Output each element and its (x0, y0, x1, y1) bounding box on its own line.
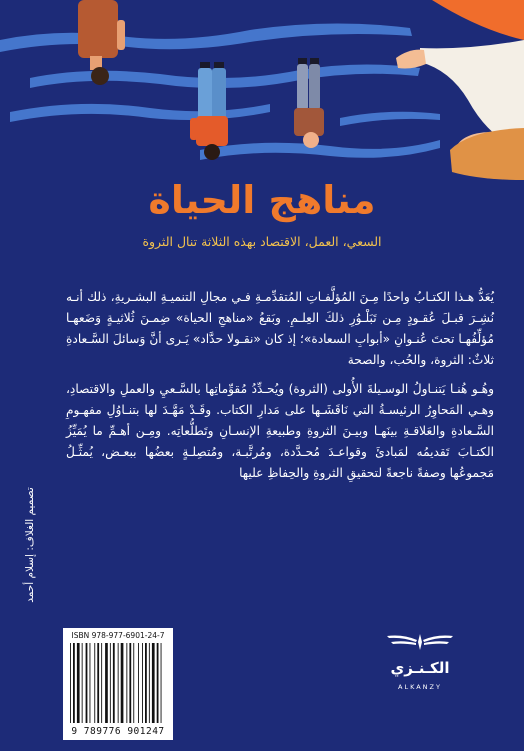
publisher-name-english: ALKANZY (398, 683, 442, 691)
barcode-bar (145, 643, 147, 723)
barcode-bar (118, 643, 119, 723)
barcode-bar (129, 643, 131, 723)
barcode-bar (94, 643, 95, 723)
barcode-bar (77, 643, 80, 723)
description-paragraph-1: يُعَدُّ هـذا الكتـابُ واحدًا مِـنَ المُؤلَّفـاتِ المُتقدِّمـةِ فـي مجالِ التنميـةِ البشـريةِ، ذلك أنـه نُشِـرَ قبـلَ عُقـودٍ مِـن تَبَلْـوُرِ ذلكَ العِلـمِ. وبَقعُ «مناهجِ الحياة» ضِمـنَ ثُلاثيـةٍ وَضَعهـا مُؤلِّفُهـا تحتَ عُنـوانِ «أبوابِ السعادة»؛ إذ كان «نقـولا حدَّاد» يَـرى أنَّ وَسائلَ السَّـعادةِ ثلاثٌ: الثروة، والحُب، والصحة (66, 290, 494, 367)
barcode-bar (138, 643, 139, 723)
barcode-bar (161, 643, 162, 723)
barcode-bar (82, 643, 83, 723)
barcode-panel (63, 628, 173, 740)
book-subtitle: السعي، العمل، الاقتصاد بهذه الثلاثة تنال الثروة (142, 234, 382, 249)
book-description (66, 287, 494, 492)
barcode-bar (70, 643, 71, 723)
barcode-bar (105, 643, 108, 723)
barcode-bar (142, 643, 143, 723)
barcode-bar (113, 643, 115, 723)
barcode-bar (126, 643, 127, 723)
barcode-bar (149, 643, 150, 723)
winged-logo-icon (375, 628, 465, 658)
barcode-bars (68, 643, 168, 723)
cover-designer-credit: تصميم الغلاف: إسلام أحمد (24, 487, 36, 603)
barcode-bar (133, 643, 134, 723)
figure-orange-shirt (190, 62, 228, 160)
description-paragraph-2: وهُـو هُنـا يَتنـاولُ الوسـيلةَ الأُولى (الثروة) ويُحـدِّدُ مُقوِّماتِها بالسَّـعيِ والعملِ والاقتصادِ، وهـي المَحاوِرُ الرئيسـةُ التي نَاقَشَـها على مَدارِ الكتاب. وقَـدْ مَهَّـدَ لها بتنـاوُلِ مفهـومِ السَّـعادةِ والعَلاقـةِ بينَهـا وبيـنَ الثروةِ وطبيعةِ الإنسـانِ وتَطلُّعاتِه. ومِـن أهـمِّ ما يُمَيِّزُ الكتـابَ تَقديمُه لمَبادئَ وقواعـدَ مُحـدَّدة، ومُرتَّبـة، ومُتصِلـةٍ بعضُها ببعـض، يُمثِّـلُ مَجموعُها وصفةً ناجعةً لتحقيقِ الثروةِ والحِفاظِ عليها (66, 382, 494, 480)
barcode-bar (110, 643, 111, 723)
barcode-bar (101, 643, 102, 723)
barcode-bar (97, 643, 99, 723)
book-title: مناهج الحياة (148, 178, 376, 222)
barcode-number: 9 789776 901247 (71, 726, 165, 737)
barcode-bar (152, 643, 155, 723)
publisher-name-arabic: الكـنـزي (390, 659, 450, 677)
isbn-label: ISBN 978-977-6901-24-7 (71, 631, 165, 640)
barcode-bar (121, 643, 124, 723)
barcode-bar (73, 643, 75, 723)
barcode-bar (157, 643, 159, 723)
cover-illustration (0, 0, 524, 180)
barcode-bar (90, 643, 91, 723)
figure-brown-top (294, 58, 324, 148)
publisher-logo (375, 628, 465, 698)
barcode-bar (86, 643, 88, 723)
